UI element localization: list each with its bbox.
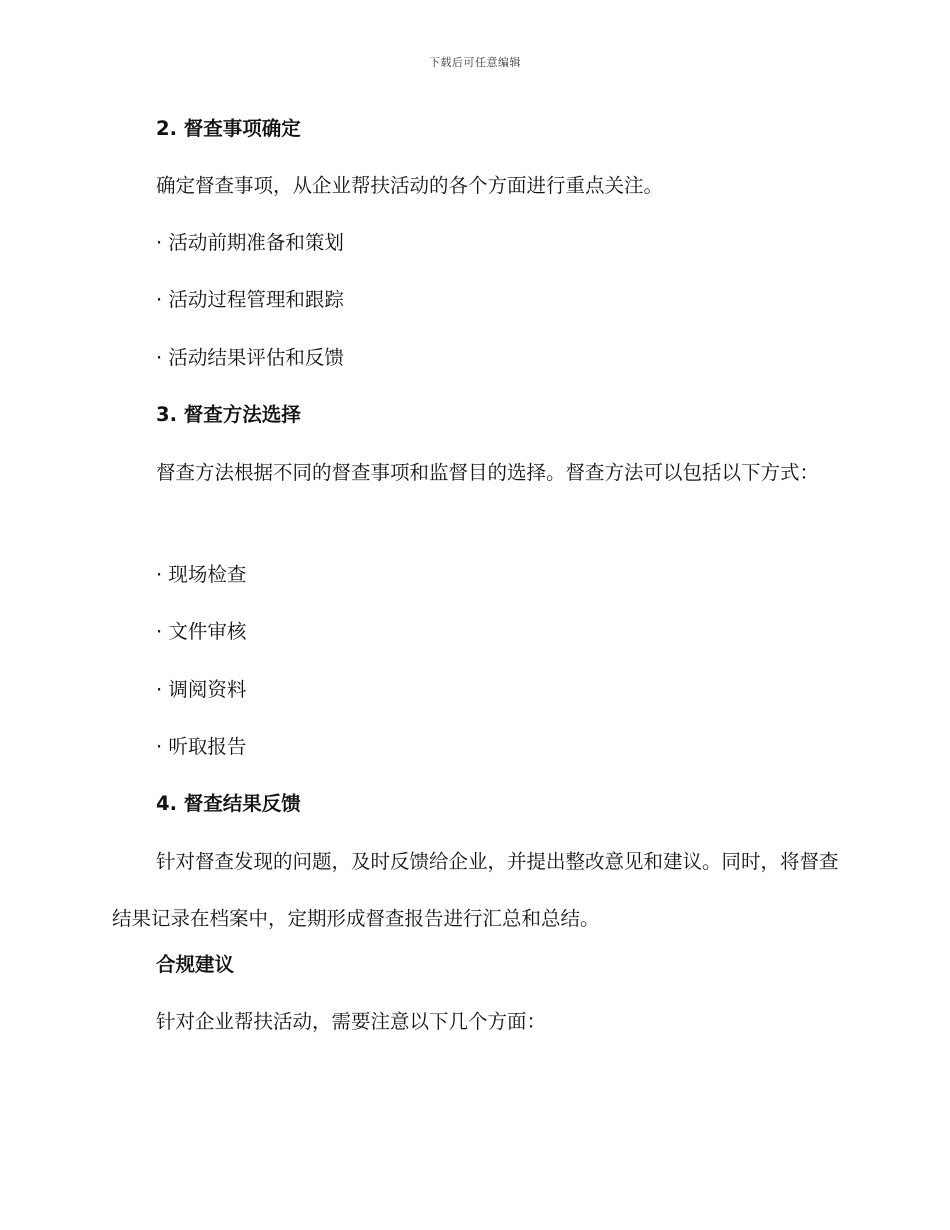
bullet-item: · 活动前期准备和策划 — [156, 231, 344, 254]
section-intro: 针对企业帮扶活动，需要注意以下几个方面： — [156, 1010, 547, 1033]
page-header: 下载后可任意编辑 — [429, 56, 521, 69]
section-heading: 4. 督查结果反馈 — [156, 792, 301, 815]
section-heading: 3. 督查方法选择 — [156, 403, 301, 426]
section-heading: 2. 督查事项确定 — [156, 117, 301, 140]
section-heading: 合规建议 — [156, 953, 235, 976]
bullet-item: · 活动过程管理和跟踪 — [156, 288, 344, 311]
bullet-item: · 文件审核 — [156, 620, 247, 643]
bullet-item: · 听取报告 — [156, 735, 247, 758]
bullet-item: · 活动结果评估和反馈 — [156, 346, 344, 369]
section-paragraph: 督查方法根据不同的督查事项和监督目的选择。督查方法可以包括以下方式： — [156, 461, 820, 484]
section-paragraph: 针对督查发现的问题，及时反馈给企业，并提出整改意见和建议。同时，将督查结果记录在档案中，定期形成督查报告进行汇总和总结。 — [112, 850, 839, 930]
bullet-item: · 调阅资料 — [156, 678, 247, 701]
bullet-item: · 现场检查 — [156, 563, 247, 586]
section-intro: 确定督查事项，从企业帮扶活动的各个方面进行重点关注。 — [156, 174, 664, 197]
